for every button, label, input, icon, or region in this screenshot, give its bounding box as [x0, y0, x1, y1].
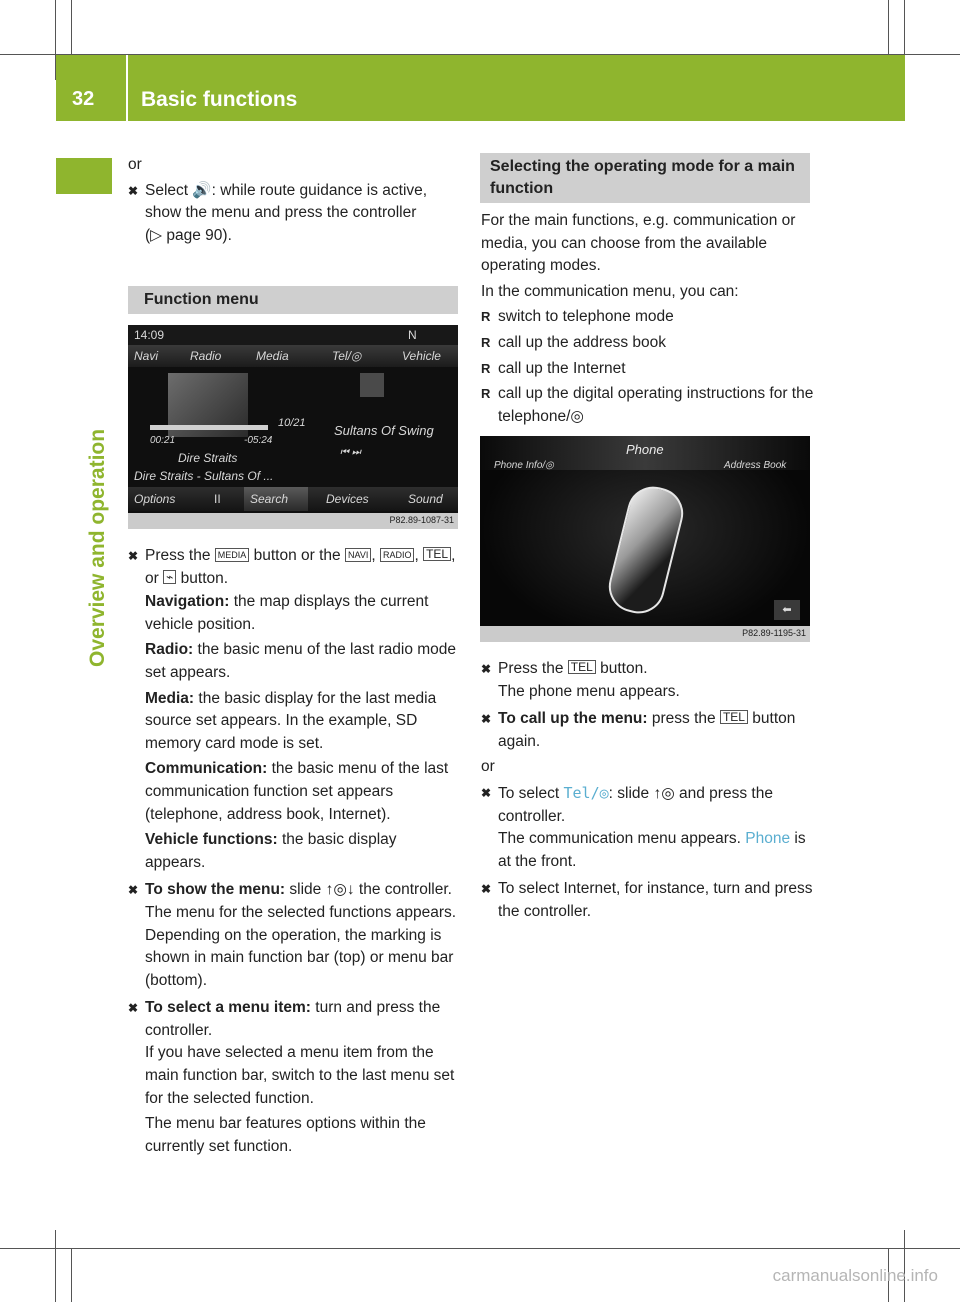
select-item-note-1: If you have selected a menu item from the main function bar, switch to the last menu set for the selected function. [145, 1044, 455, 1107]
address-book-label[interactable]: Address Book [724, 460, 787, 471]
step-arrow-icon: ✖ [481, 785, 492, 800]
definition-navigation: Navigation: the map displays the current vehicle position. [145, 593, 429, 633]
figure-caption: P82.89-1087-31 [389, 515, 454, 525]
call-up-menu-step: ✖ To call up the menu: press the TEL button again. [481, 710, 796, 750]
tel-menu-item-label: Tel/◎ [563, 783, 609, 802]
left-column [128, 154, 460, 247]
progress-bar [150, 425, 268, 430]
section-heading-operating-mode: Selecting the operating mode for a main function [480, 153, 810, 203]
intro-paragraph: For the main functions, e.g. communication or media, you can choose from the available operating modes. [481, 212, 796, 275]
select-item-step: ✖ To select a menu item: turn and press the controller. If you have selected a menu item from the main function bar, switch to the last menu set for the selected function. The menu bar features options within the currently set function. [128, 997, 460, 1158]
menu-bar-search[interactable]: Search [250, 492, 289, 506]
crop-mark [888, 0, 889, 55]
phone-device-image [603, 481, 688, 619]
sd-card-icon [360, 373, 384, 397]
function-menu-screenshot [128, 325, 458, 529]
tel-key-icon: TEL [720, 710, 748, 724]
tel-key-icon: TEL [423, 547, 451, 561]
right-column-instructions [481, 655, 815, 924]
watermark: carmanualsonline.info [772, 1266, 938, 1285]
back-icon[interactable]: ⬅ [774, 600, 800, 620]
show-menu-step: ✖ To show the menu: slide ↑◎↓ the controller. The menu for the selected functions appears. Depending on the operation, the marking is shown in main function bar (top) or menu bar (bottom). [128, 879, 460, 992]
page-reference-link[interactable]: (▷ page 90). [145, 226, 232, 244]
menu-bar-sound[interactable]: Sound [408, 492, 443, 506]
signal-status: N [408, 328, 417, 342]
list-item: R call up the Internet [481, 359, 626, 377]
crop-mark [55, 1230, 56, 1302]
main-bar-tel[interactable]: Tel/◎ [332, 349, 362, 363]
page-number: 32 [72, 88, 95, 110]
phone-info-label[interactable]: Phone Info/◎ [494, 460, 554, 471]
vehicle-key-icon: ⌁ [163, 570, 176, 584]
main-bar-navi[interactable]: Navi [134, 349, 159, 363]
side-tab-label: Overview and operation [86, 428, 109, 667]
select-item-note-2: The menu bar features options within the currently set function. [145, 1115, 426, 1155]
artist-name: Dire Straits [178, 451, 238, 465]
definition-radio: Radio: the basic menu of the last radio mode set appears. [145, 641, 457, 681]
clock: 14:09 [134, 328, 165, 342]
or-text: or [481, 758, 495, 776]
menu-bar-devices[interactable]: Devices [326, 492, 369, 506]
list-item: R call up the address book [481, 333, 667, 351]
definition-vehicle-functions: Vehicle functions: the basic display appears. [145, 831, 397, 871]
step-arrow-icon: ✖ [128, 549, 139, 563]
header-divider [126, 55, 128, 121]
tel-key-icon: TEL [568, 660, 596, 674]
track-counter: 10/21 [278, 417, 306, 429]
step-arrow-icon: ✖ [481, 882, 492, 897]
right-column-intro [481, 210, 815, 428]
main-bar-vehicle[interactable]: Vehicle [402, 349, 441, 363]
select-step: ✖ Select 🔊: while route guidance is active, show the menu and press the controller (▷ page 90). [128, 181, 428, 244]
menu-bar-options[interactable]: Options [134, 492, 176, 506]
step-arrow-icon: ✖ [481, 712, 492, 727]
show-menu-note: The menu for the selected functions appears. Depending on the operation, the marking is shown in main function bar (top) or menu bar (bottom). [145, 903, 457, 989]
track-title: Sultans Of Swing [334, 423, 434, 438]
press-tel-step: ✖ Press the TEL button. The phone menu appears. [481, 658, 815, 703]
select-internet-step: ✖ To select Internet, for instance, turn and press the controller. [481, 880, 813, 920]
remaining-time: -05:24 [244, 435, 273, 446]
menu-bar-pause[interactable]: II [214, 492, 221, 506]
list-item: R switch to telephone mode [481, 308, 674, 326]
page-title: Basic functions [141, 88, 298, 111]
list-item: R call up the digital operating instructions for the telephone/◎ [481, 385, 814, 425]
radio-key-icon: RADIO [380, 548, 415, 562]
now-playing-line: Dire Straits - Sultans Of ... [134, 469, 274, 483]
crop-mark [0, 1248, 960, 1249]
main-bar-radio[interactable]: Radio [190, 349, 222, 363]
press-tel-note: The phone menu appears. [498, 682, 680, 700]
select-tel-note: The communication menu appears. Phone is at the front. [498, 830, 806, 870]
definition-communication: Communication: the basic menu of the last communication function set appears (telephone, address book, Internet). [145, 760, 449, 823]
step-arrow-icon: ✖ [128, 1001, 139, 1016]
crop-mark [71, 0, 72, 55]
phone-menu-screenshot [480, 436, 810, 642]
press-button-step: ✖ Press the MEDIA button or the NAVI , RADIO , TEL , or ⌁ button. Navigation: the map displays the current vehicle position. Radio: the basic menu of the last radio mode set appears. Media: the basic display for the last media source set appears. In the example, SD memory card mode is set. Communication: the basic menu of the last communication function set appears (telephone, address book, Internet). Vehicle functions: the basic display appears. [128, 545, 460, 874]
section-heading-function-menu: Function menu [128, 286, 458, 314]
skip-controls-icon[interactable]: ⏮ ⏭ [340, 447, 361, 458]
media-key-icon: MEDIA [215, 548, 250, 562]
figure-caption: P82.89-1195-31 [742, 628, 806, 638]
navi-key-icon: NAVI [345, 548, 371, 562]
main-bar-media[interactable]: Media [256, 349, 289, 363]
step-arrow-icon: ✖ [128, 183, 139, 198]
side-tab-marker [56, 158, 112, 194]
communication-intro: In the communication menu, you can: [481, 282, 739, 300]
definition-media: Media: the basic display for the last media source set appears. In the example, SD memory card mode is set. [145, 689, 437, 752]
figure-caption-bar [480, 626, 810, 642]
left-column-instructions [128, 542, 460, 1158]
crop-mark [71, 1248, 72, 1302]
or-text: or [128, 156, 142, 173]
phone-title: Phone [626, 442, 664, 457]
figure-caption-bar [128, 513, 458, 529]
step-arrow-icon: ✖ [128, 883, 139, 898]
elapsed-time: 00:21 [150, 435, 176, 446]
step-arrow-icon: ✖ [481, 662, 492, 676]
select-tel-step: ✖ To select Tel/◎: slide ↑◎ and press the controller. The communication menu appears. Phone is at the front. [481, 782, 815, 873]
